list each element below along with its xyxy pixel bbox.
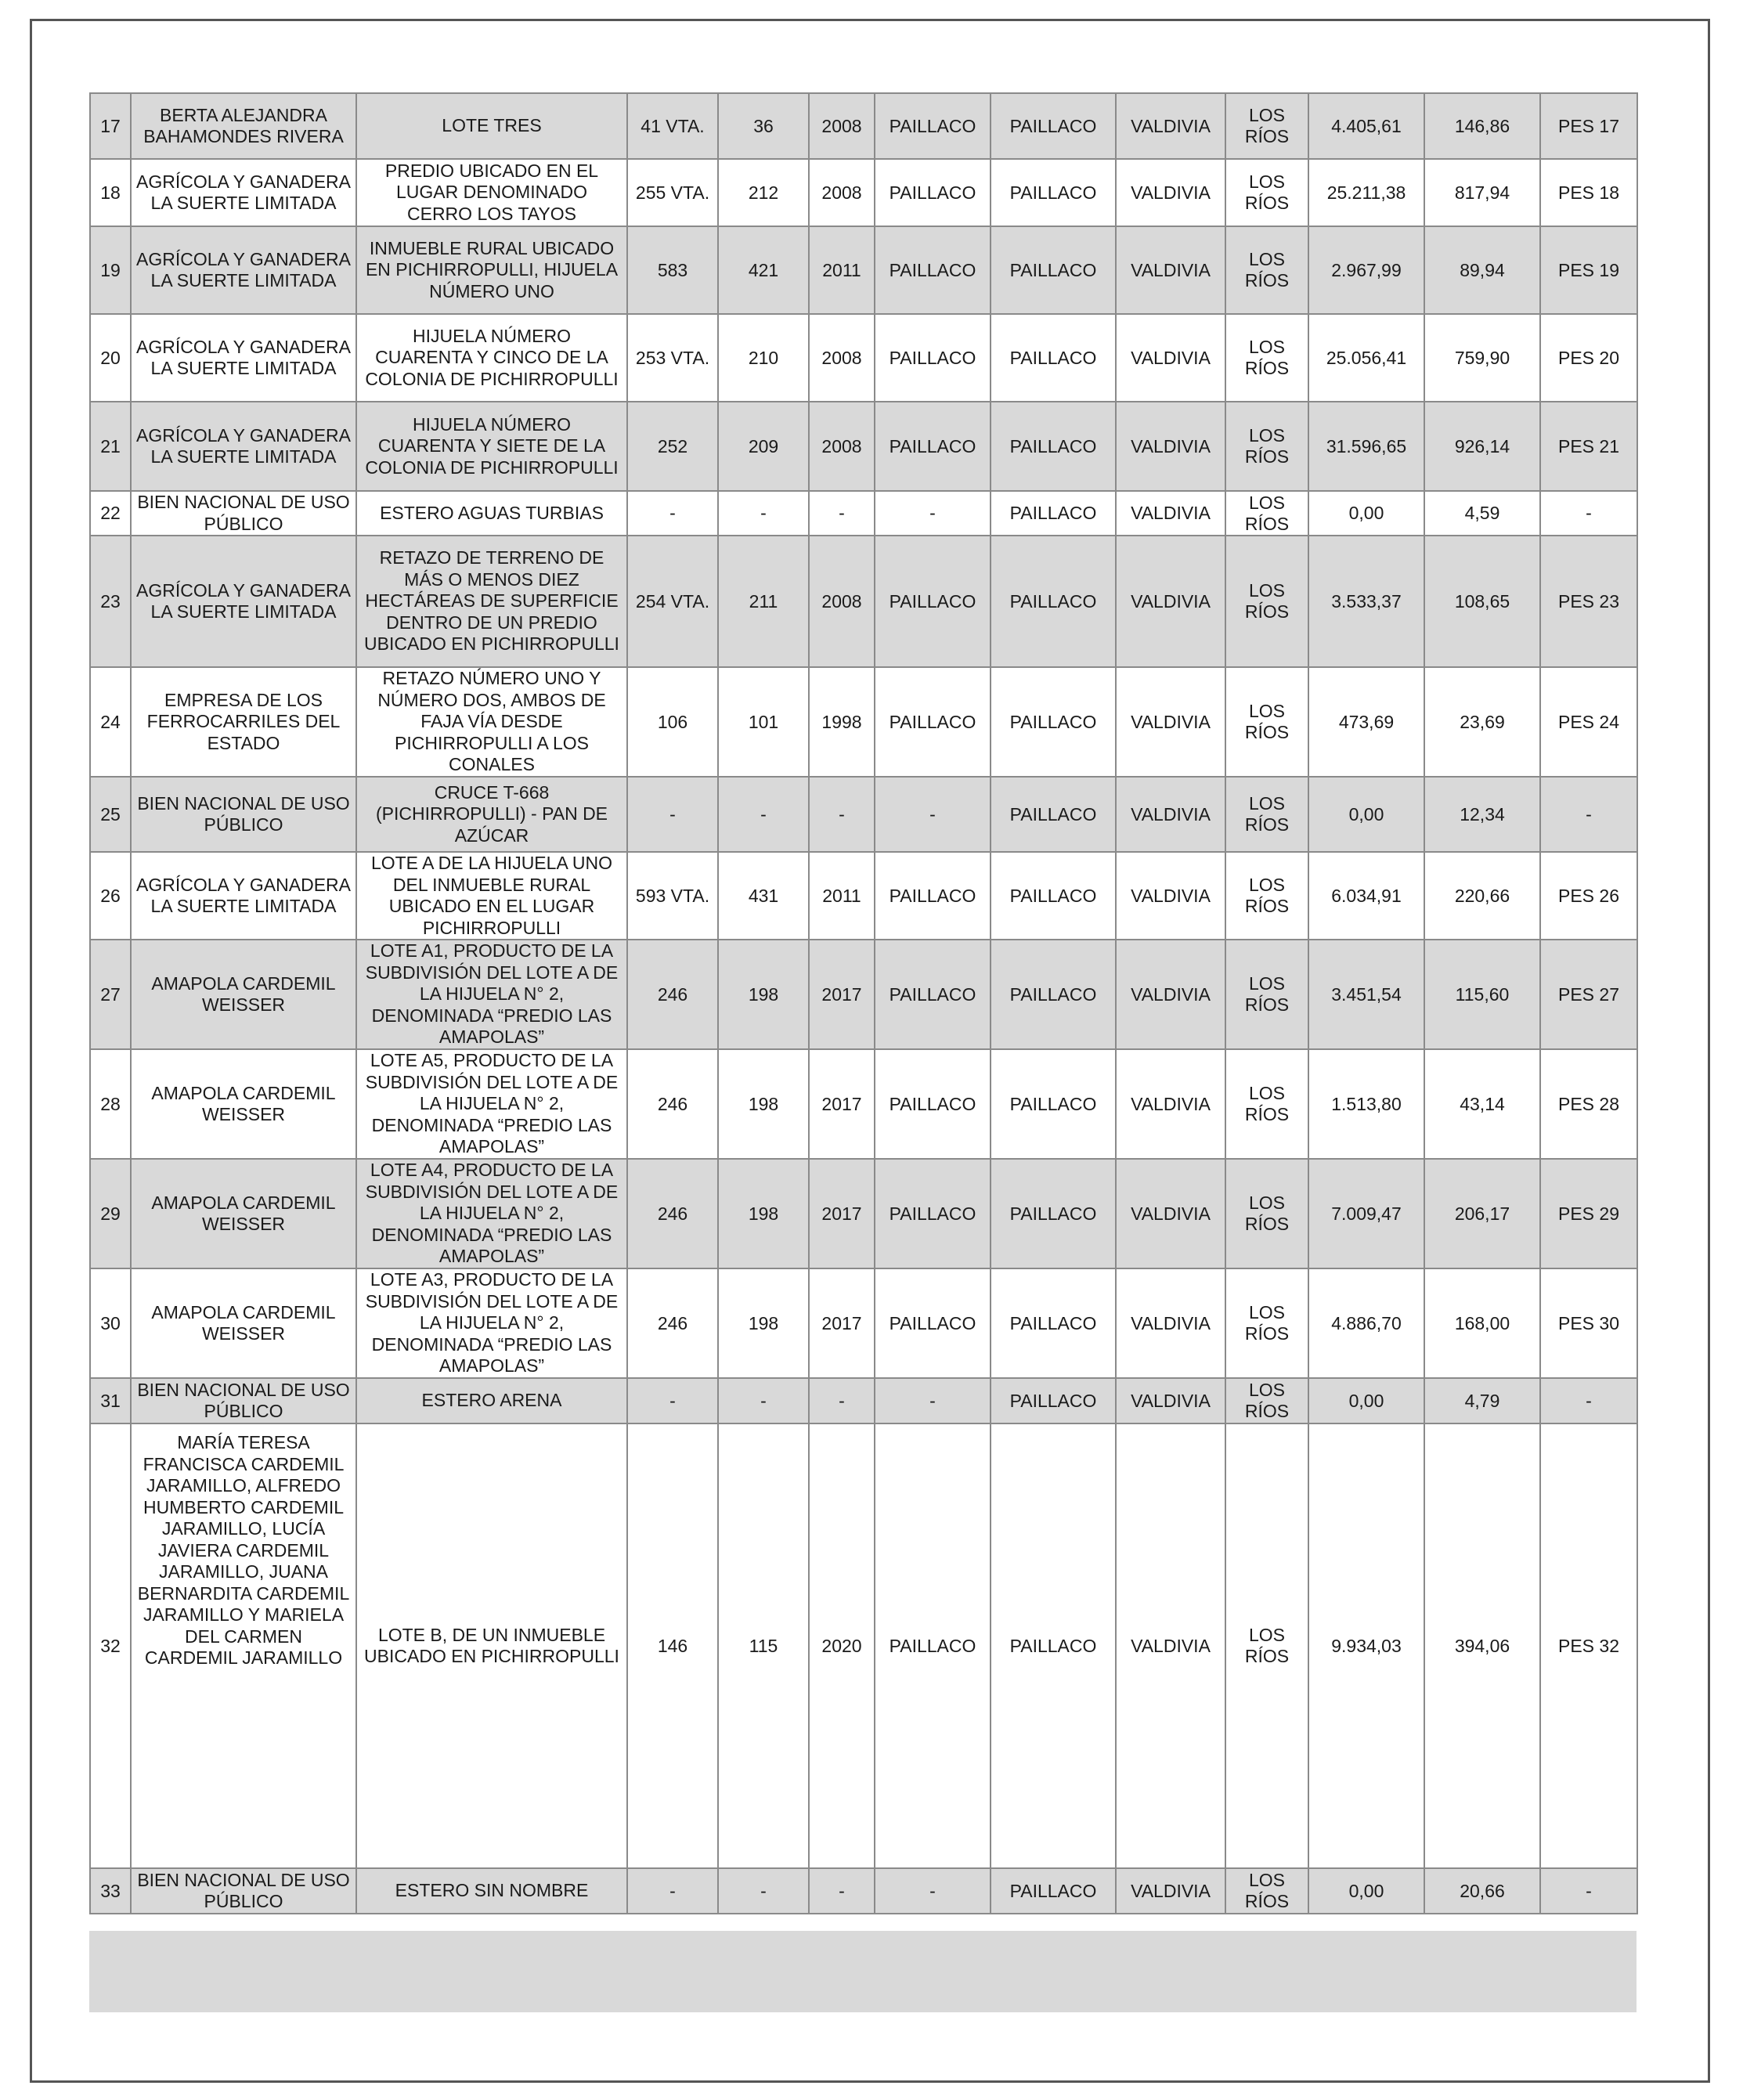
area-m2-cell: 3.533,37 <box>1308 536 1424 667</box>
property-description-cell: LOTE B, DE UN INMUEBLE UBICADO EN PICHIRROPULLI <box>356 1423 627 1868</box>
owner-cell: AGRÍCOLA Y GANADERA LA SUERTE LIMITADA <box>131 536 356 667</box>
year-cell: 2011 <box>809 852 875 940</box>
year-cell: 2008 <box>809 402 875 491</box>
plan-code-cell: PES 29 <box>1540 1159 1637 1268</box>
area-m2-cell: 0,00 <box>1308 1378 1424 1423</box>
row-number-cell: 23 <box>90 536 131 667</box>
row-number-cell: 27 <box>90 940 131 1049</box>
region-cell: LOS RÍOS <box>1225 1868 1308 1914</box>
length-m-cell: 759,90 <box>1424 314 1540 402</box>
provincia-cell: VALDIVIA <box>1116 93 1225 159</box>
provincia-cell: VALDIVIA <box>1116 536 1225 667</box>
property-description-cell: LOTE A5, PRODUCTO DE LA SUBDIVISIÓN DEL LOTE A DE LA HIJUELA N° 2, DENOMINADA “PREDIO LAS AMAPOLAS” <box>356 1049 627 1159</box>
row-number-cell: 21 <box>90 402 131 491</box>
property-description-cell: ESTERO SIN NOMBRE <box>356 1868 627 1914</box>
provincia-cell: VALDIVIA <box>1116 1868 1225 1914</box>
property-description-cell: CRUCE T-668 (PICHIRROPULLI) - PAN DE AZÚCAR <box>356 777 627 852</box>
region-cell: LOS RÍOS <box>1225 1378 1308 1423</box>
inscription-number-cell: 198 <box>718 1268 809 1378</box>
owner-cell: AGRÍCOLA Y GANADERA LA SUERTE LIMITADA <box>131 226 356 314</box>
row-number-cell: 33 <box>90 1868 131 1914</box>
table-row <box>90 1049 1637 1159</box>
area-m2-cell: 4.886,70 <box>1308 1268 1424 1378</box>
year-cell: 1998 <box>809 667 875 777</box>
length-m-cell: 89,94 <box>1424 226 1540 314</box>
conservador-cell: PAILLACO <box>875 852 991 940</box>
table-row <box>90 1268 1637 1378</box>
inscription-number-cell: 212 <box>718 159 809 226</box>
length-m-cell: 220,66 <box>1424 852 1540 940</box>
area-m2-cell: 25.211,38 <box>1308 159 1424 226</box>
year-cell: 2017 <box>809 1268 875 1378</box>
plan-code-cell: PES 26 <box>1540 852 1637 940</box>
conservador-cell: PAILLACO <box>875 1423 991 1868</box>
conservador-cell: PAILLACO <box>875 226 991 314</box>
row-number-cell: 19 <box>90 226 131 314</box>
region-cell: LOS RÍOS <box>1225 536 1308 667</box>
row-number-cell: 30 <box>90 1268 131 1378</box>
plan-code-cell: PES 21 <box>1540 402 1637 491</box>
provincia-cell: VALDIVIA <box>1116 226 1225 314</box>
comuna-cell: PAILLACO <box>991 1268 1116 1378</box>
table-row <box>90 159 1637 226</box>
plan-code-cell: PES 23 <box>1540 536 1637 667</box>
conservador-cell: PAILLACO <box>875 667 991 777</box>
plan-code-cell: - <box>1540 777 1637 852</box>
year-cell: 2017 <box>809 1049 875 1159</box>
year-cell: - <box>809 1378 875 1423</box>
owner-cell: AMAPOLA CARDEMIL WEISSER <box>131 1159 356 1268</box>
fojas-cell: 255 VTA. <box>627 159 718 226</box>
comuna-cell: PAILLACO <box>991 667 1116 777</box>
area-m2-cell: 0,00 <box>1308 1868 1424 1914</box>
area-m2-cell: 4.405,61 <box>1308 93 1424 159</box>
year-cell: 2008 <box>809 93 875 159</box>
inscription-number-cell: 210 <box>718 314 809 402</box>
table-row <box>90 667 1637 777</box>
fojas-cell: 246 <box>627 1049 718 1159</box>
property-description-cell: LOTE A1, PRODUCTO DE LA SUBDIVISIÓN DEL LOTE A DE LA HIJUELA N° 2, DENOMINADA “PREDIO LAS AMAPOLAS” <box>356 940 627 1049</box>
plan-code-cell: PES 30 <box>1540 1268 1637 1378</box>
provincia-cell: VALDIVIA <box>1116 402 1225 491</box>
comuna-cell: PAILLACO <box>991 226 1116 314</box>
provincia-cell: VALDIVIA <box>1116 940 1225 1049</box>
area-m2-cell: 9.934,03 <box>1308 1423 1424 1868</box>
fojas-cell: 254 VTA. <box>627 536 718 667</box>
conservador-cell: - <box>875 1378 991 1423</box>
property-description-cell: HIJUELA NÚMERO CUARENTA Y CINCO DE LA COLONIA DE PICHIRROPULLI <box>356 314 627 402</box>
area-m2-cell: 0,00 <box>1308 777 1424 852</box>
year-cell: - <box>809 491 875 536</box>
property-registry-table <box>89 92 1638 1914</box>
property-description-cell: LOTE A DE LA HIJUELA UNO DEL INMUEBLE RURAL UBICADO EN EL LUGAR PICHIRROPULLI <box>356 852 627 940</box>
table-row <box>90 93 1637 159</box>
fojas-cell: - <box>627 1868 718 1914</box>
length-m-cell: 926,14 <box>1424 402 1540 491</box>
area-m2-cell: 31.596,65 <box>1308 402 1424 491</box>
area-m2-cell: 473,69 <box>1308 667 1424 777</box>
owner-cell: BIEN NACIONAL DE USO PÚBLICO <box>131 1868 356 1914</box>
owner-cell: AGRÍCOLA Y GANADERA LA SUERTE LIMITADA <box>131 314 356 402</box>
area-m2-cell: 25.056,41 <box>1308 314 1424 402</box>
fojas-cell: 253 VTA. <box>627 314 718 402</box>
region-cell: LOS RÍOS <box>1225 1268 1308 1378</box>
inscription-number-cell: - <box>718 1378 809 1423</box>
length-m-cell: 108,65 <box>1424 536 1540 667</box>
conservador-cell: - <box>875 1868 991 1914</box>
area-m2-cell: 0,00 <box>1308 491 1424 536</box>
provincia-cell: VALDIVIA <box>1116 159 1225 226</box>
table-row <box>90 491 1637 536</box>
area-m2-cell: 1.513,80 <box>1308 1049 1424 1159</box>
fojas-cell: 146 <box>627 1423 718 1868</box>
owner-cell: AGRÍCOLA Y GANADERA LA SUERTE LIMITADA <box>131 159 356 226</box>
table-row <box>90 402 1637 491</box>
region-cell: LOS RÍOS <box>1225 667 1308 777</box>
fojas-cell: 41 VTA. <box>627 93 718 159</box>
fojas-cell: 246 <box>627 1159 718 1268</box>
row-number-cell: 28 <box>90 1049 131 1159</box>
row-number-cell: 18 <box>90 159 131 226</box>
inscription-number-cell: 115 <box>718 1423 809 1868</box>
owner-cell: EMPRESA DE LOS FERROCARRILES DEL ESTADO <box>131 667 356 777</box>
table-row <box>90 536 1637 667</box>
plan-code-cell: PES 28 <box>1540 1049 1637 1159</box>
region-cell: LOS RÍOS <box>1225 777 1308 852</box>
property-description-cell: INMUEBLE RURAL UBICADO EN PICHIRROPULLI, HIJUELA NÚMERO UNO <box>356 226 627 314</box>
provincia-cell: VALDIVIA <box>1116 1423 1225 1868</box>
property-description-cell: ESTERO AGUAS TURBIAS <box>356 491 627 536</box>
region-cell: LOS RÍOS <box>1225 852 1308 940</box>
inscription-number-cell: - <box>718 1868 809 1914</box>
comuna-cell: PAILLACO <box>991 491 1116 536</box>
region-cell: LOS RÍOS <box>1225 159 1308 226</box>
year-cell: - <box>809 1868 875 1914</box>
region-cell: LOS RÍOS <box>1225 314 1308 402</box>
comuna-cell: PAILLACO <box>991 1868 1116 1914</box>
plan-code-cell: PES 24 <box>1540 667 1637 777</box>
region-cell: LOS RÍOS <box>1225 491 1308 536</box>
inscription-number-cell: 36 <box>718 93 809 159</box>
fojas-cell: - <box>627 1378 718 1423</box>
table-row <box>90 1378 1637 1423</box>
region-cell: LOS RÍOS <box>1225 940 1308 1049</box>
inscription-number-cell: - <box>718 491 809 536</box>
inscription-number-cell: 198 <box>718 1049 809 1159</box>
length-m-cell: 817,94 <box>1424 159 1540 226</box>
row-number-cell: 17 <box>90 93 131 159</box>
year-cell: 2008 <box>809 536 875 667</box>
inscription-number-cell: - <box>718 777 809 852</box>
year-cell: 2017 <box>809 940 875 1049</box>
inscription-number-cell: 198 <box>718 940 809 1049</box>
owner-cell: AMAPOLA CARDEMIL WEISSER <box>131 1268 356 1378</box>
plan-code-cell: PES 19 <box>1540 226 1637 314</box>
owner-cell: AGRÍCOLA Y GANADERA LA SUERTE LIMITADA <box>131 402 356 491</box>
row-number-cell: 20 <box>90 314 131 402</box>
provincia-cell: VALDIVIA <box>1116 1049 1225 1159</box>
year-cell: 2020 <box>809 1423 875 1868</box>
table-row <box>90 1423 1637 1868</box>
registry-body <box>90 93 1637 1914</box>
fojas-cell: 246 <box>627 940 718 1049</box>
provincia-cell: VALDIVIA <box>1116 1159 1225 1268</box>
plan-code-cell: PES 17 <box>1540 93 1637 159</box>
comuna-cell: PAILLACO <box>991 1049 1116 1159</box>
year-cell: 2008 <box>809 314 875 402</box>
provincia-cell: VALDIVIA <box>1116 491 1225 536</box>
owner-cell: BIEN NACIONAL DE USO PÚBLICO <box>131 491 356 536</box>
plan-code-cell: PES 20 <box>1540 314 1637 402</box>
property-description-cell: RETAZO DE TERRENO DE MÁS O MENOS DIEZ HECTÁREAS DE SUPERFICIE DENTRO DE UN PREDIO UBICADO EN PICHIRROPULLI <box>356 536 627 667</box>
plan-code-cell: PES 27 <box>1540 940 1637 1049</box>
comuna-cell: PAILLACO <box>991 777 1116 852</box>
table-row <box>90 777 1637 852</box>
owner-cell: MARÍA TERESA FRANCISCA CARDEMIL JARAMILLO, ALFREDO HUMBERTO CARDEMIL JARAMILLO, LUCÍA JAVIERA CARDEMIL JARAMILLO, JUANA BERNARDITA CARDEMIL JARAMILLO Y MARIELA DEL CARMEN CARDEMIL JARAMILLO <box>131 1423 356 1868</box>
region-cell: LOS RÍOS <box>1225 93 1308 159</box>
table-row <box>90 314 1637 402</box>
property-description-cell: ESTERO ARENA <box>356 1378 627 1423</box>
region-cell: LOS RÍOS <box>1225 402 1308 491</box>
length-m-cell: 12,34 <box>1424 777 1540 852</box>
plan-code-cell: - <box>1540 1868 1637 1914</box>
comuna-cell: PAILLACO <box>991 1423 1116 1868</box>
fojas-cell: 106 <box>627 667 718 777</box>
inscription-number-cell: 101 <box>718 667 809 777</box>
conservador-cell: - <box>875 491 991 536</box>
inscription-number-cell: 421 <box>718 226 809 314</box>
year-cell: 2008 <box>809 159 875 226</box>
plan-code-cell: - <box>1540 491 1637 536</box>
region-cell: LOS RÍOS <box>1225 1423 1308 1868</box>
property-description-cell: RETAZO NÚMERO UNO Y NÚMERO DOS, AMBOS DE FAJA VÍA DESDE PICHIRROPULLI A LOS CONALES <box>356 667 627 777</box>
length-m-cell: 23,69 <box>1424 667 1540 777</box>
comuna-cell: PAILLACO <box>991 314 1116 402</box>
plan-code-cell: PES 32 <box>1540 1423 1637 1868</box>
comuna-cell: PAILLACO <box>991 940 1116 1049</box>
fojas-cell: 246 <box>627 1268 718 1378</box>
table-row <box>90 226 1637 314</box>
conservador-cell: PAILLACO <box>875 159 991 226</box>
area-m2-cell: 3.451,54 <box>1308 940 1424 1049</box>
length-m-cell: 20,66 <box>1424 1868 1540 1914</box>
inscription-number-cell: 431 <box>718 852 809 940</box>
comuna-cell: PAILLACO <box>991 536 1116 667</box>
length-m-cell: 4,79 <box>1424 1378 1540 1423</box>
area-m2-cell: 2.967,99 <box>1308 226 1424 314</box>
table-row <box>90 1159 1637 1268</box>
row-number-cell: 24 <box>90 667 131 777</box>
comuna-cell: PAILLACO <box>991 402 1116 491</box>
property-description-cell: HIJUELA NÚMERO CUARENTA Y SIETE DE LA COLONIA DE PICHIRROPULLI <box>356 402 627 491</box>
year-cell: 2017 <box>809 1159 875 1268</box>
inscription-number-cell: 198 <box>718 1159 809 1268</box>
fojas-cell: 593 VTA. <box>627 852 718 940</box>
provincia-cell: VALDIVIA <box>1116 777 1225 852</box>
conservador-cell: PAILLACO <box>875 536 991 667</box>
owner-cell: BIEN NACIONAL DE USO PÚBLICO <box>131 1378 356 1423</box>
row-number-cell: 31 <box>90 1378 131 1423</box>
owner-cell: BERTA ALEJANDRA BAHAMONDES RIVERA <box>131 93 356 159</box>
provincia-cell: VALDIVIA <box>1116 1268 1225 1378</box>
provincia-cell: VALDIVIA <box>1116 667 1225 777</box>
plan-code-cell: PES 18 <box>1540 159 1637 226</box>
conservador-cell: - <box>875 777 991 852</box>
footer-band <box>89 1931 1637 2012</box>
comuna-cell: PAILLACO <box>991 1378 1116 1423</box>
conservador-cell: PAILLACO <box>875 1268 991 1378</box>
property-description-cell: LOTE TRES <box>356 93 627 159</box>
row-number-cell: 26 <box>90 852 131 940</box>
conservador-cell: PAILLACO <box>875 1049 991 1159</box>
length-m-cell: 168,00 <box>1424 1268 1540 1378</box>
owner-cell: AGRÍCOLA Y GANADERA LA SUERTE LIMITADA <box>131 852 356 940</box>
year-cell: - <box>809 777 875 852</box>
conservador-cell: PAILLACO <box>875 1159 991 1268</box>
length-m-cell: 4,59 <box>1424 491 1540 536</box>
provincia-cell: VALDIVIA <box>1116 852 1225 940</box>
region-cell: LOS RÍOS <box>1225 1049 1308 1159</box>
comuna-cell: PAILLACO <box>991 93 1116 159</box>
conservador-cell: PAILLACO <box>875 93 991 159</box>
fojas-cell: 583 <box>627 226 718 314</box>
region-cell: LOS RÍOS <box>1225 1159 1308 1268</box>
year-cell: 2011 <box>809 226 875 314</box>
area-m2-cell: 7.009,47 <box>1308 1159 1424 1268</box>
comuna-cell: PAILLACO <box>991 852 1116 940</box>
length-m-cell: 43,14 <box>1424 1049 1540 1159</box>
row-number-cell: 22 <box>90 491 131 536</box>
region-cell: LOS RÍOS <box>1225 226 1308 314</box>
conservador-cell: PAILLACO <box>875 940 991 1049</box>
length-m-cell: 146,86 <box>1424 93 1540 159</box>
comuna-cell: PAILLACO <box>991 159 1116 226</box>
provincia-cell: VALDIVIA <box>1116 1378 1225 1423</box>
owner-cell: AMAPOLA CARDEMIL WEISSER <box>131 940 356 1049</box>
table-row <box>90 852 1637 940</box>
conservador-cell: PAILLACO <box>875 402 991 491</box>
fojas-cell: 252 <box>627 402 718 491</box>
length-m-cell: 206,17 <box>1424 1159 1540 1268</box>
table-row <box>90 940 1637 1049</box>
inscription-number-cell: 211 <box>718 536 809 667</box>
plan-code-cell: - <box>1540 1378 1637 1423</box>
table-row <box>90 1868 1637 1914</box>
length-m-cell: 115,60 <box>1424 940 1540 1049</box>
length-m-cell: 394,06 <box>1424 1423 1540 1868</box>
property-description-cell: PREDIO UBICADO EN EL LUGAR DENOMINADO CERRO LOS TAYOS <box>356 159 627 226</box>
owner-cell: BIEN NACIONAL DE USO PÚBLICO <box>131 777 356 852</box>
owner-cell: AMAPOLA CARDEMIL WEISSER <box>131 1049 356 1159</box>
fojas-cell: - <box>627 777 718 852</box>
fojas-cell: - <box>627 491 718 536</box>
property-description-cell: LOTE A4, PRODUCTO DE LA SUBDIVISIÓN DEL LOTE A DE LA HIJUELA N° 2, DENOMINADA “PREDIO LAS AMAPOLAS” <box>356 1159 627 1268</box>
area-m2-cell: 6.034,91 <box>1308 852 1424 940</box>
row-number-cell: 32 <box>90 1423 131 1868</box>
row-number-cell: 25 <box>90 777 131 852</box>
inscription-number-cell: 209 <box>718 402 809 491</box>
conservador-cell: PAILLACO <box>875 314 991 402</box>
row-number-cell: 29 <box>90 1159 131 1268</box>
property-description-cell: LOTE A3, PRODUCTO DE LA SUBDIVISIÓN DEL LOTE A DE LA HIJUELA N° 2, DENOMINADA “PREDIO LAS AMAPOLAS” <box>356 1268 627 1378</box>
comuna-cell: PAILLACO <box>991 1159 1116 1268</box>
provincia-cell: VALDIVIA <box>1116 314 1225 402</box>
